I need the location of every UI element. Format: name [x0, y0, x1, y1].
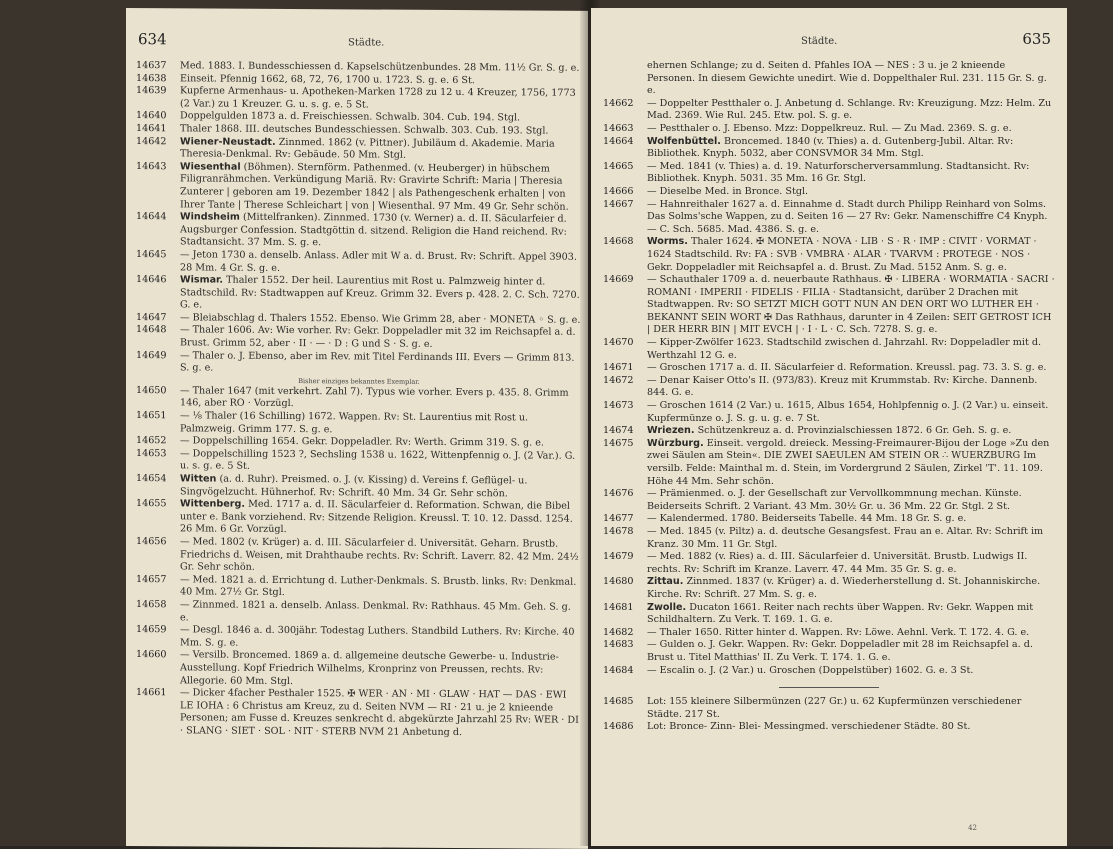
- entry-text: [647, 60, 1055, 98]
- entry-text: [647, 526, 1055, 551]
- lot-number: 14670: [603, 337, 634, 349]
- entry-description: (Böhmen). Sternförm. Pathenmed. (v. Heuberger) in hübschem Filigranrähmchen. Verkündigung Mariä. Rv: Gravirte Schrift: Maria | Theresia Zunterer | geboren am 19. Dezember 1842 | als Pathengeschenk erhalten | von Ihrer Tante | Therese Schleichart | von | Wiesenthal. 97 Mm. 49 Gr. Sehr schön.: [180, 161, 569, 213]
- entry-description: Med. 1883. I. Bundesschiessen d. Kapselschützenbundes. 28 Mm. 11½ Gr. S. g. e.: [180, 60, 580, 74]
- entry-description: Med. 1717 a. d. II. Säcularfeier d. Reformation. Schwan, die Bibel unter e. Bank vorziehend. Rv: Sitzende Religion. Kreussl. T. 10. 12. Dassd. 1254. 26 Mm. 6 Gr. Vorzügl.: [180, 498, 573, 536]
- lot-number: 14655: [136, 498, 167, 510]
- entry-text: [647, 400, 1055, 425]
- entry-text: [180, 574, 582, 602]
- entry-text: [180, 448, 582, 476]
- catalog-entry: [136, 410, 582, 438]
- entry-description: Zinnmed. 1837 (v. Krüger) a. d. Wiederherstellung d. St. Johanniskirche. Kirche. Rv: Schrift. 27 Mm. S. g. e.: [647, 576, 1041, 600]
- entry-description: — Med. 1882 (v. Ries) a. d. III. Säcularfeier d. Universität. Brustb. Ludwigs II. rechts. Rv: Schrift im Kranze. Laverr. 47. 44 Mm. 35 Gr. S. g. e.: [647, 551, 1028, 575]
- lot-number: 14673: [603, 400, 634, 412]
- entry-description: Einseit. Pfennig 1662, 68, 72, 76, 1700 u. 1723. S. g. e. 6 St.: [180, 72, 475, 86]
- left-page-number: 634: [138, 30, 167, 49]
- catalog-entry: [603, 136, 1055, 161]
- catalog-entry: [603, 337, 1055, 362]
- lot-number: 14672: [603, 374, 634, 386]
- entry-text: [180, 499, 582, 539]
- lot-number: 14679: [603, 551, 634, 563]
- catalog-entry: [603, 98, 1055, 123]
- town-heading: Witten: [180, 473, 217, 485]
- entry-text: [647, 639, 1055, 664]
- catalog-entry: [603, 602, 1055, 627]
- entry-description: — Dieselbe Med. in Bronce. Stgl.: [647, 185, 809, 197]
- catalog-entry: [603, 639, 1055, 664]
- lot-entry: [603, 696, 1055, 721]
- lot-number: 14640: [136, 110, 167, 122]
- entry-text: [180, 274, 582, 314]
- catalog-entry: [603, 488, 1055, 513]
- town-heading: Worms.: [647, 236, 688, 248]
- right-page-number: 635: [1022, 30, 1051, 48]
- right-entries: [603, 60, 1055, 734]
- lot-number: 14675: [603, 437, 634, 449]
- entry-description: — Escalin o. J. (2 Var.) u. Groschen (Doppelstüber) 1602. G. e. 3 St.: [647, 664, 974, 676]
- entry-description: — Thaler 1650. Ritter hinter d. Wappen. Rv: Löwe. Aehnl. Verk. T. 172. 4. G. e.: [647, 626, 1030, 638]
- entry-text: [647, 337, 1055, 362]
- town-heading: Wismar.: [180, 274, 224, 286]
- catalog-entry: [136, 649, 582, 690]
- entry-description: — Denar Kaiser Otto's II. (973/83). Kreuz mit Krummstab. Rv: Kirche. Dannenb. 844. G. e.: [647, 374, 1038, 399]
- lot-number: 14665: [603, 160, 634, 172]
- entry-text: [180, 86, 582, 114]
- town-heading: Zwolle.: [647, 601, 687, 613]
- catalog-entry: [136, 448, 582, 476]
- catalog-entry: [603, 123, 1055, 136]
- right-page: [591, 8, 1067, 846]
- catalog-entry: [603, 199, 1055, 237]
- lot-number: 14677: [603, 513, 634, 525]
- town-heading: Zittau.: [647, 576, 684, 588]
- lot-number: 14680: [603, 576, 634, 588]
- entry-text: [647, 186, 1055, 199]
- catalog-entry: [136, 599, 582, 627]
- entry-text: [180, 136, 582, 164]
- lot-number: 14684: [603, 664, 634, 676]
- lot-number: 14660: [136, 649, 167, 661]
- entry-text: [647, 488, 1055, 513]
- entry-note: Bisher einziges bekanntes Exemplar.: [298, 376, 420, 386]
- entry-text: [647, 425, 1055, 438]
- left-running-head: Städte.: [348, 37, 385, 49]
- entry-text: [647, 362, 1055, 375]
- right-running-head: Städte.: [801, 36, 838, 47]
- lot-number: 14669: [603, 274, 634, 286]
- entry-text: [647, 199, 1055, 237]
- entry-text: [647, 98, 1055, 123]
- entry-description: Doppelgulden 1873 a. d. Freischiessen. Schwalb. 304. Cub. 194. Stgl.: [180, 110, 521, 124]
- entry-text: [180, 211, 582, 251]
- town-heading: Wiener-Neustadt.: [180, 135, 276, 148]
- catalog-entry: [136, 385, 582, 413]
- lot-number: 14683: [603, 639, 634, 651]
- entry-description: — Bleiabschlag d. Thalers 1552. Ebenso. Wie Grimm 28, aber · MONETA ◦ S. g. e.: [180, 312, 581, 326]
- lot-entry: [603, 721, 1055, 734]
- catalog-entry: [136, 473, 582, 501]
- catalog-entry: [136, 325, 582, 353]
- entry-description: — Desgl. 1846 a. d. 300jähr. Todestag Luthers. Standbild Luthers. Rv: Kirche. 40 Mm. S. g. e.: [180, 624, 575, 649]
- entry-description: — Hahnreithaler 1627 a. d. Einnahme d. Stadt durch Philipp Reinhard von Solms. Das Solms'sche Wappen, zu d. Seiten 16 — 27 Rv: Gekr. Namenschiffre C4 Knyph. — C. Sch. 5685. Mad. 4386. S. g. e.: [647, 198, 1048, 235]
- catalog-entry: [136, 136, 582, 164]
- entry-description: Broncemed. 1840 (v. Thies) a. d. Gutenberg-Jubil. Altar. Rv: Bibliothek. Knyph. 5032, aber CONSVMOR 34 Mm. Stgl.: [647, 135, 1014, 160]
- entry-description: Schützenkreuz a. d. Provinzialschiessen 1872. 6 Gr. Geh. S. g. e.: [697, 425, 1012, 437]
- catalog-entry: [603, 526, 1055, 551]
- entry-text: [647, 551, 1055, 576]
- lot-number: 14661: [136, 687, 167, 699]
- entry-description: Thaler 1868. III. deutsches Bundesschiessen. Schwalb. 303. Cub. 193. Stgl.: [180, 123, 549, 137]
- entry-description: — Med. 1821 a. d. Errichtung d. Luther-Denkmals. S. Brustb. links. Rv: Denkmal. 40 Mm. 27½ Gr. Stgl.: [180, 574, 577, 599]
- entry-description: Thaler 1624. ✠ MONETA · NOVA · LIB · S · R · IMP : CIVIT · VORMAT · 1624 Stadtschild. Rv: FA : SVB · VMBRA · ALAR · TVARVM : PROTEGE · NOS · Gekr. Doppeladler mit Reichsapfel a. d. Brust. Zu Mad. 5152 Anm. S. g. e.: [647, 236, 1037, 273]
- lot-number: 14657: [136, 573, 167, 585]
- entry-description: — Pestthaler o. J. Ebenso. Mzz: Doppelkreuz. Rul. — Zu Mad. 2369. S. g. e.: [647, 122, 1012, 134]
- catalog-entry: [603, 438, 1055, 488]
- catalog-entry: [136, 211, 582, 252]
- catalog-entry: [603, 576, 1055, 601]
- lot-number: 14667: [603, 198, 634, 210]
- lot-number: 14664: [603, 135, 634, 147]
- catalog-entry: [603, 375, 1055, 400]
- entry-text: [647, 161, 1055, 186]
- catalog-entry: [603, 665, 1055, 678]
- left-page: [126, 8, 588, 849]
- catalog-entry: [603, 274, 1055, 337]
- entry-description: Kupferne Armenhaus- u. Apotheken-Marken 1728 zu 12 u. 4 Kreuzer, 1756, 1773 (2 Var.) zu 1 Kreuzer. G. u. s. g. e. 5 St.: [180, 85, 576, 111]
- lot-number: 14643: [136, 160, 167, 172]
- catalog-entry: [136, 498, 582, 539]
- entry-text: [647, 123, 1055, 136]
- entry-description: Ducaton 1661. Reiter nach rechts über Wappen. Rv: Gekr. Wappen mit Schildhaltern. Zu Verk. T. 169. 1. G. e.: [647, 601, 1034, 626]
- catalog-entry: [136, 249, 582, 277]
- catalog-entry: [603, 161, 1055, 186]
- entry-text: [180, 161, 582, 214]
- catalog-entry: [136, 274, 582, 315]
- entry-text: [647, 602, 1055, 627]
- lot-description: Lot: Bronce- Zinn- Blei- Messingmed. verschiedener Städte. 80 St.: [647, 721, 971, 733]
- lot-number: 14646: [136, 274, 167, 286]
- entry-text: [647, 576, 1055, 601]
- lot-number: 14653: [136, 447, 167, 460]
- town-heading: Wolfenbüttel.: [647, 135, 721, 147]
- entry-description: — Thaler 1647 (mit verkehrt. Zahl 7). Typus wie vorher. Evers p. 435. 8. Grimm 146, aber RO · Vorzügl.: [180, 385, 569, 410]
- signature-mark: 42: [968, 824, 977, 832]
- entry-text: [180, 249, 582, 277]
- catalog-entry: [603, 362, 1055, 375]
- lot-number: 14685: [603, 696, 634, 708]
- catalog-entry: [136, 350, 582, 378]
- entry-text: [180, 624, 582, 652]
- lot-number: 14651: [136, 410, 167, 422]
- entry-description: — Doppelschilling 1654. Gekr. Doppeladler. Rv: Werth. Grimm 319. S. g. e.: [180, 435, 544, 449]
- lot-number: 14642: [136, 135, 167, 147]
- entry-description: (Mittelfranken). Zinnmed. 1730 (v. Werner) a. d. II. Säcularfeier d. Augsburger Confession. Stadtgöttin d. sitzend. Religion die Hand reichend. Rv: Stadtansicht. 37 Mm. S. g. e.: [180, 211, 567, 249]
- lot-number: 14662: [603, 97, 634, 109]
- entry-description: — Gulden o. J. Gekr. Wappen. Rv: Gekr. Doppeladler mit 28 im Reichsapfel a. d. Brust u. Titel Matthias' II. Zu Verk. T. 174. 1. G. e.: [647, 639, 1033, 663]
- entry-text: [647, 274, 1055, 337]
- entry-text: [180, 410, 582, 438]
- catalog-entry: [136, 161, 582, 214]
- lot-number: 14658: [136, 598, 167, 611]
- catalog-entry: [603, 60, 1055, 98]
- entry-description: — Med. 1841 (v. Thies) a. d. 19. Naturforscherversammlung. Stadtansicht. Rv: Bibliothek. Knyph. 5031. 35 Mm. 16 Gr. Stgl.: [647, 160, 1030, 185]
- entry-description: — Med. 1845 (v. Piltz) a. d. deutsche Gesangsfest. Frau an e. Altar. Rv: Schrift im Kranz. 30 Mm. 11 Gr. Stgl.: [647, 525, 1044, 550]
- divider-rule: [779, 687, 879, 688]
- entry-text: [647, 665, 1055, 678]
- entry-description: — Kalendermed. 1780. Beiderseits Tabelle. 44 Mm. 18 Gr. S. g. e.: [647, 513, 967, 525]
- entry-text: [180, 350, 582, 378]
- entry-description: — Jeton 1730 a. denselb. Anlass. Adler mit W a. d. Brust. Rv: Schrift. Appel 3903. 28 Mm. 4 Gr. S. g. e.: [180, 249, 577, 274]
- lot-number: 14645: [136, 248, 167, 261]
- entry-description: — Med. 1802 (v. Krüger) a. d. III. Säcularfeier d. Universität. Geharn. Brustb. Friedrichs d. Weisen, mit Drahthaube rechts. Rv: Schrift. Laverr. 82. 42 Mm. 24½ Gr. Sehr schön.: [180, 536, 579, 573]
- catalog-entry: [603, 425, 1055, 438]
- entry-text: [647, 375, 1055, 400]
- catalog-entry: [603, 513, 1055, 526]
- entry-text: [180, 599, 582, 627]
- entry-description: — Groschen 1614 (2 Var.) u. 1615, Albus 1654, Hohlpfennig o. J. (2 Var.) u. einseit. Kupfermünze o. J. S. g. u. g. e. 7 St.: [647, 400, 1049, 424]
- entry-text: [647, 627, 1055, 640]
- lot-number: 14659: [136, 624, 167, 636]
- entry-text: [647, 136, 1055, 161]
- entry-description: Einseit. vergold. dreieck. Messing-Freimaurer-Bijou der Loge »Zu den zwei Säulen am Stein«. DIE ZWEI SAEULEN AM STEIN OR ∴ WUERZBURG Im versilb. Felde: Mainthal m. d. Stein, im Vordergrund 2 Säulen, Zirkel 'T'. 11. 109. Höhe 44 Mm. Sehr schön.: [647, 437, 1050, 487]
- entry-description: ehernen Schlange; zu d. Seiten d. Pfahles IOA — NES : 3 u. je 2 knieende Personen. In diesem Gewichte unedirt. Wie d. Doppelthaler Rul. 231. 115 Gr. S. g. e.: [647, 60, 1047, 97]
- lot-number: 14649: [136, 349, 167, 361]
- town-heading: Wriezen.: [647, 425, 695, 437]
- lot-number: 14676: [603, 488, 634, 500]
- entry-description: — Groschen 1717 a. d. II. Säcularfeier d. Reformation. Kreussl. pag. 73. 3. S. g. e.: [647, 362, 1047, 374]
- catalog-entry: [136, 536, 582, 577]
- lot-number: 14647: [136, 311, 167, 324]
- entry-description: — Dicker 4facher Pesthaler 1525. ✠ WER · AN · MI · GLAW · HAT — DAS · EWI LE IOHA : 6 Christus am Kreuz, zu d. Seiten NVM — RI · 21 u. je 2 knieende Personen; am Fusse d. Kreuzes senkrecht d. abgekürzte Jahrzahl 25 Rv: WER · DI · SLANG · SIET · SOL · NIT · STERB NVM 21 Anbetung d.: [180, 687, 579, 738]
- lot-number: 14639: [136, 85, 167, 97]
- lot-number: 14650: [136, 384, 167, 397]
- entry-description: — Versilb. Broncemed. 1869 a. d. allgemeine deutsche Gewerbe- u. Industrie-Ausstellung. Kopf Friedrich Wilhelms, Kronprinz von Preussen, rechts. Rv: Allegorie. 60 Mm. Stgl.: [180, 649, 559, 687]
- entry-description: — Zinnmed. 1821 a. denselb. Anlass. Denkmal. Rv: Rathhaus. 45 Mm. Geh. S. g. e.: [180, 599, 571, 623]
- entry-description: — Prämienmed. o. J. der Gesellschaft zur Vervollkommnung mechan. Künste. Beiderseits Schrift. 2 Variant. 43 Mm. 30½ Gr. u. 36 Mm. 22 Gr. Stgl. 2 St.: [647, 488, 1022, 512]
- lot-number: 14648: [136, 324, 167, 336]
- town-heading: Wittenberg.: [180, 498, 245, 510]
- entry-text: [180, 325, 582, 353]
- lot-number: 14666: [603, 185, 634, 197]
- entry-text: [647, 513, 1055, 526]
- entry-description: Zinnmed. 1862 (v. Pittner). Jubiläum d. Akademie. Maria Theresia-Denkmal. Rv: Gebäude. 50 Mm. Stgl.: [180, 136, 555, 161]
- lot-description: Lot: 155 kleinere Silbermünzen (227 Gr.) u. 62 Kupfermünzen verschiedener Städte. 217 St.: [647, 696, 1022, 720]
- catalog-entry: [136, 85, 582, 113]
- lot-number: 14654: [136, 473, 167, 485]
- lot-number: 14652: [136, 435, 167, 447]
- entry-description: — Kipper-Zwölfer 1623. Stadtschild zwischen d. Jahrzahl. Rv: Doppeladler mit d. Werthzahl 12 G. e.: [647, 337, 1042, 361]
- entry-text: [180, 650, 582, 690]
- entry-description: — Thaler 1606. Av: Wie vorher. Rv: Gekr. Doppeladler mit 32 im Reichsapfel a. d. Brust. Grimm 52, aber · II · — · D : G und S · S. g. e.: [180, 324, 576, 350]
- entry-description: — Thaler o. J. Ebenso, aber im Rev. mit Titel Ferdinands III. Evers — Grimm 813. S. g. e.: [180, 349, 575, 374]
- entry-text: [647, 438, 1055, 488]
- catalog-entry: [136, 687, 582, 740]
- entry-description: — Schauthaler 1709 a. d. neuerbaute Rathhaus. ✠ · LIBERA · WORMATIA · SACRI · ROMANI · IMPERII · FIDELIS · FILIA · Stadtansicht, darüber 2 Drachen mit Stadtwappen. Rv: SO SETZT MICH GOTT NUN AN DEN ORT WO LUTHER EH · BEKANNT SEIN WORT ✠ Das Rathhaus, darunter in 4 Zeilen: SEIT GETROST ICH | DER HERR BIN | MIT EVCH | · I · L · C. Sch. 7278. S. g. e.: [647, 274, 1055, 336]
- catalog-entry: [136, 574, 582, 602]
- lot-number: 14674: [603, 425, 634, 437]
- left-entries: [136, 60, 582, 740]
- catalog-entry: [603, 186, 1055, 199]
- lot-number: 14663: [603, 122, 634, 134]
- lot-number: 14656: [136, 536, 167, 548]
- entry-text: [180, 385, 582, 413]
- catalog-entry: [603, 400, 1055, 425]
- lot-number: 14686: [603, 721, 634, 733]
- entry-description: (a. d. Ruhr). Preismed. o. J. (v. Kissing) d. Vereins f. Geflügel- u. Singvögelzucht. Hühnerhof. Rv: Schrift. 40 Mm. 34 Gr. Sehr schön.: [180, 473, 528, 499]
- catalog-entry: [136, 624, 582, 652]
- lot-number: 14671: [603, 362, 634, 374]
- town-heading: Windsheim: [180, 211, 240, 223]
- entry-description: — Doppelter Pestthaler o. J. Anbetung d. Schlange. Rv: Kreuzigung. Mzz: Helm. Zu Mad. 2369. Wie Rul. 245. Etw. pol. S. g. e.: [647, 97, 1052, 122]
- entry-text: [180, 536, 582, 576]
- catalog-entry: [603, 236, 1055, 274]
- entry-description: — Doppelschilling 1523 ?, Sechsling 1538 u. 1622, Wittenpfennig o. J. (2 Var.). G. u. s. g. e. 5 St.: [180, 448, 576, 473]
- entry-text: [180, 473, 582, 501]
- entry-text: [647, 236, 1055, 274]
- lot-number: 14644: [136, 211, 167, 223]
- lot-number: 14637: [136, 60, 167, 72]
- lot-number: 14641: [136, 123, 167, 135]
- lot-number: 14678: [603, 525, 634, 537]
- entry-description: Thaler 1552. Der heil. Laurentius mit Rost u. Palmzweig hinter d. Stadtschild. Rv: Stadtwappen auf Kreuz. Grimm 32. Evers p. 428. 2. C. Sch. 7270. G. e.: [180, 274, 580, 311]
- entry-text: [180, 687, 582, 740]
- lot-number: 14638: [136, 72, 167, 84]
- town-heading: Würzburg.: [647, 437, 704, 449]
- town-heading: Wiesenthal: [180, 161, 241, 173]
- catalog-entry: [603, 551, 1055, 576]
- lot-number: 14668: [603, 236, 634, 248]
- entry-description: — ⅛ Thaler (16 Schilling) 1672. Wappen. Rv: St. Laurentius mit Rost u. Palmzweig. Grimm 177. S. g. e.: [180, 410, 529, 435]
- catalog-entry: [603, 627, 1055, 640]
- lot-number: 14681: [603, 601, 634, 613]
- lot-number: 14682: [603, 626, 634, 638]
